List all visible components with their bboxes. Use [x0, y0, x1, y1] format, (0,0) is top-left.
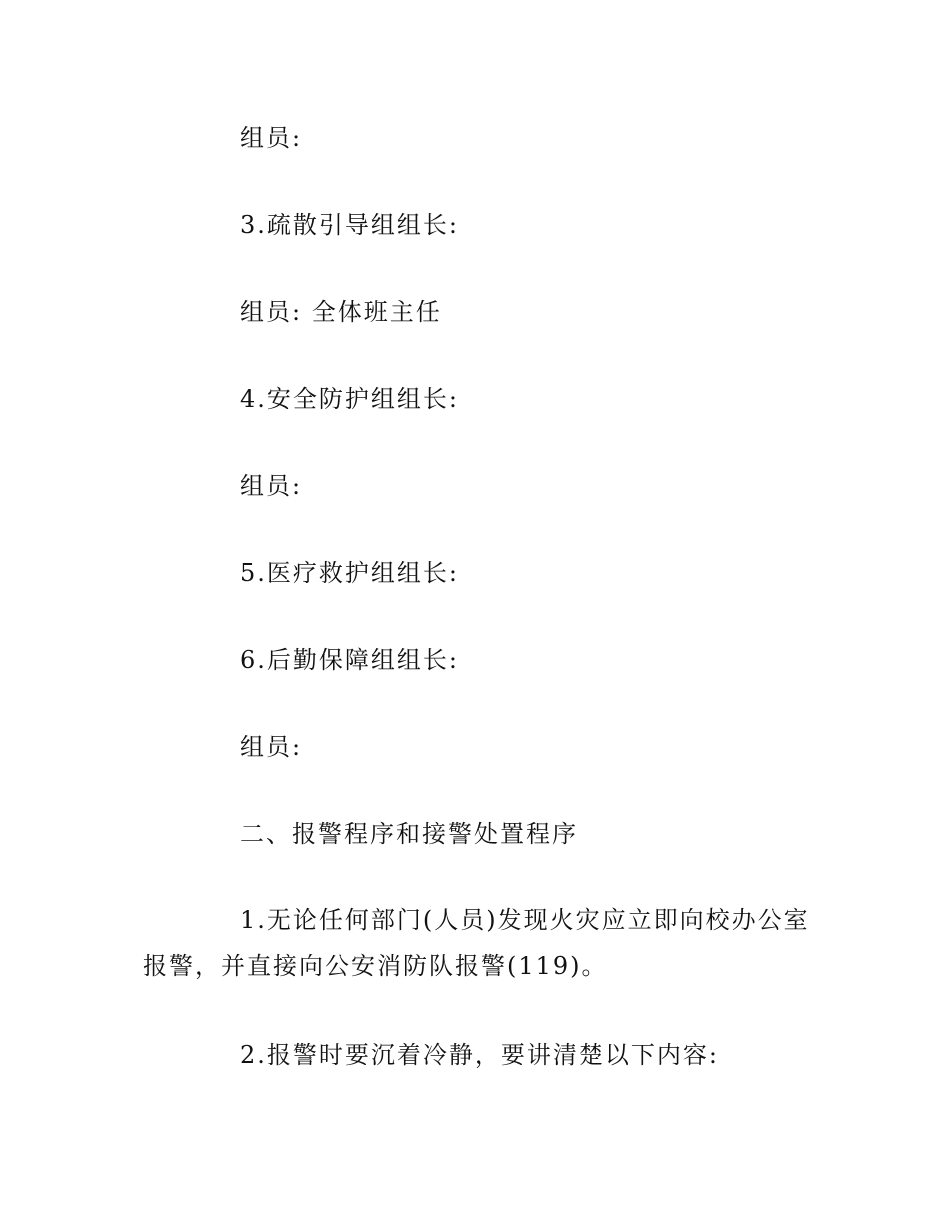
line-safety-leader: 4.安全防护组组长:: [240, 385, 459, 413]
paragraph-report-fire: [143, 897, 823, 989]
line-team-members-1: 组员:: [240, 124, 303, 152]
section-heading: 二、报警程序和接警处置程序: [240, 820, 578, 848]
line-evacuation-members: 组员: 全体班主任: [240, 298, 442, 326]
paragraph-report-fire-line1: 1.无论任何部门(人员)发现火灾应立即向校办公室: [240, 906, 810, 934]
line-team-members-3: 组员:: [240, 733, 303, 761]
paragraph-report-details: 2.报警时要沉着冷静，要讲清楚以下内容:: [240, 1041, 719, 1069]
line-logistics-leader: 6.后勤保障组组长:: [240, 646, 459, 674]
line-evacuation-leader: 3.疏散引导组组长:: [240, 211, 459, 239]
line-team-members-2: 组员:: [240, 472, 303, 500]
line-medical-leader: 5.医疗救护组组长:: [240, 559, 459, 587]
paragraph-report-fire-line2: 报警，并直接向公安消防队报警(119)。: [143, 952, 608, 980]
